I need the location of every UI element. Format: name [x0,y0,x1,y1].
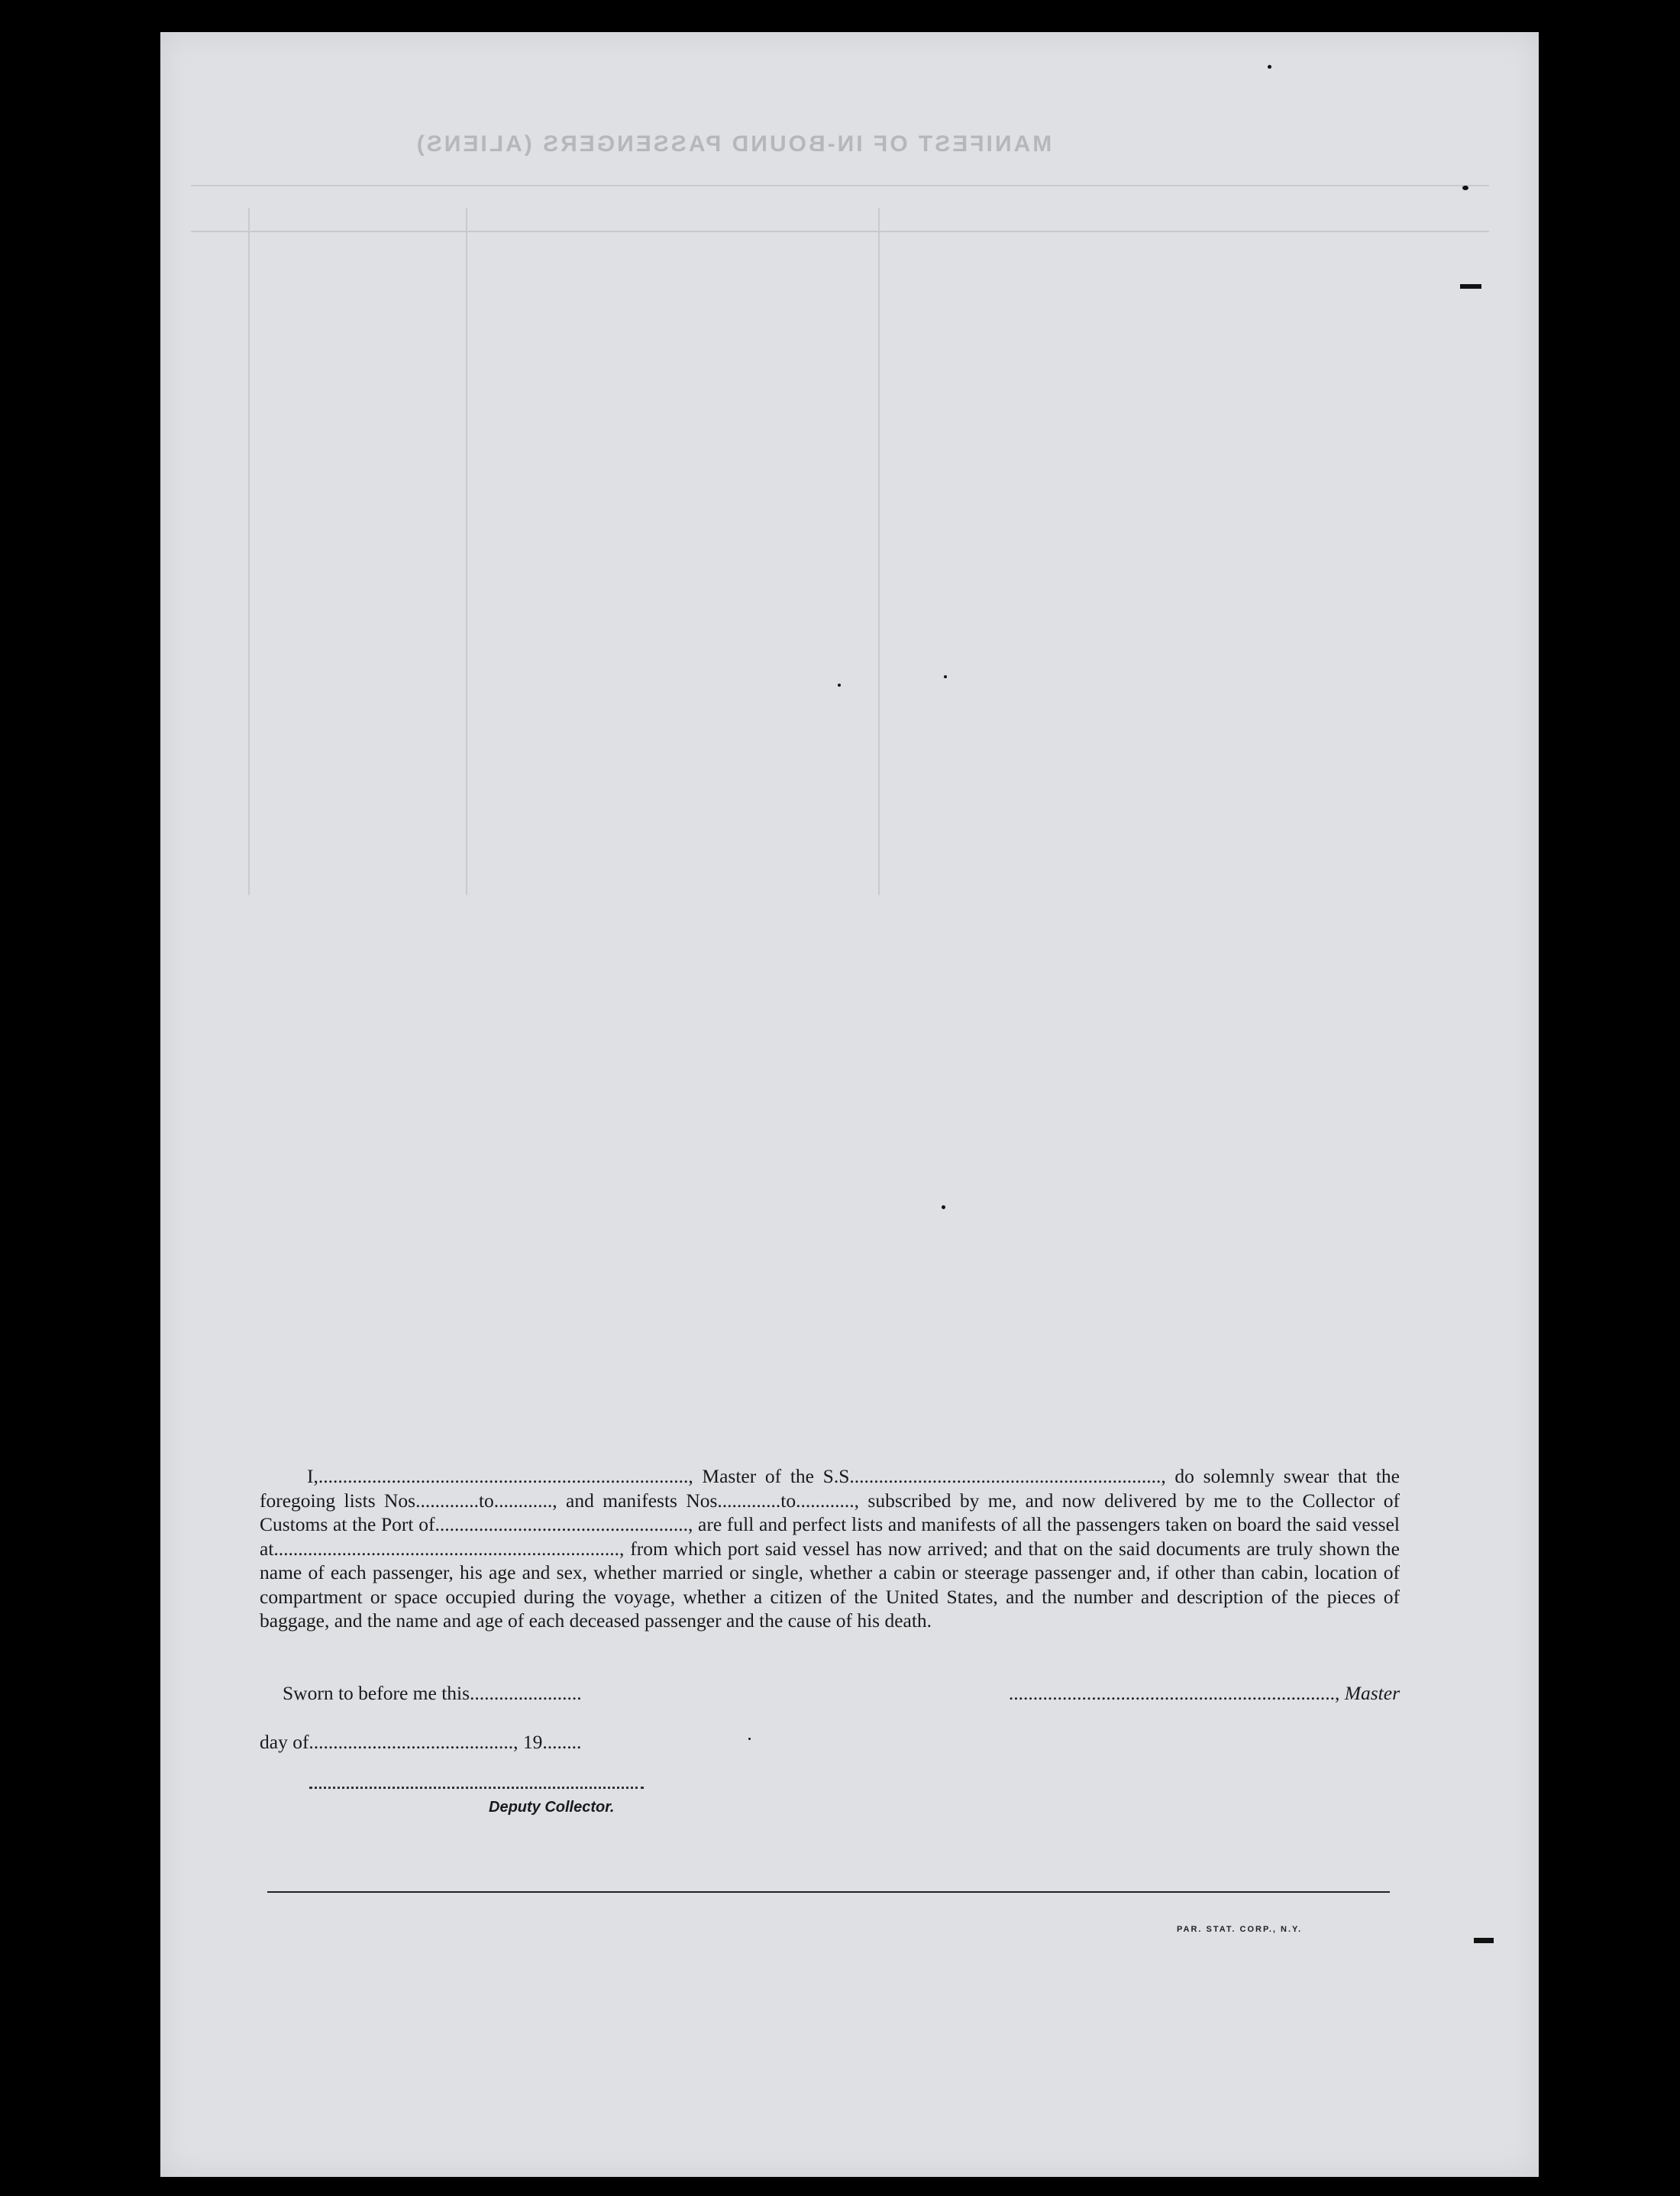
footer-rule [267,1891,1390,1893]
deputy-signature-line [309,1787,644,1789]
ghost-column-line [878,208,880,895]
scan-speck [748,1738,751,1740]
bleed-through-title: MANIFEST OF IN-BOUND PASSENGERS (ALIENS) [414,131,1052,157]
day-of-line: day of.........................................., 19........ [260,1731,582,1753]
ghost-column-line [466,208,467,895]
scan-speck [1462,186,1468,190]
document-sheet [160,32,1539,2177]
deputy-collector-label: Deputy Collector. [489,1799,615,1816]
printer-imprint: PAR. STAT. CORP., N.Y. [1177,1925,1303,1934]
scan-speck [1268,65,1271,69]
scan-mark [1474,1938,1494,1943]
scan-speck [942,1205,945,1209]
oath-paragraph: I,............................................................................, Master of the S.S................................................................, do solemnly swear that the foregoing lists Nos.............to............, and manifests Nos.............to............, subscribed by me, and now delivered by me to the Collector of Customs at the Port of...................................................., are full and perfect lists and manifests of all the passengers taken on board the said vessel at......................................................................., from which port said vessel has now arrived; and that on the said documents are truly shown the name of each passenger, his age and sex, whether married or single, whether a cabin or steerage passenger and, if other than cabin, location of compartment or space occupied during the voyage, whether a citizen of the United States, and the number and description of the pieces of baggage, and the name and age of each deceased passenger and the cause of his death. [260,1465,1400,1632]
scan-speck [838,684,841,687]
ghost-rule [191,231,1489,232]
scan-speck [944,675,947,678]
scan-mark [1460,284,1481,289]
ghost-column-line [248,208,250,895]
ghost-rule [191,185,1489,186]
sworn-label: Sworn to before me this....................... [283,1682,582,1704]
master-label: Master [1344,1682,1400,1704]
bleed-through-header [351,131,1115,157]
master-dotted-line: ..................................................................., [1008,1682,1345,1704]
